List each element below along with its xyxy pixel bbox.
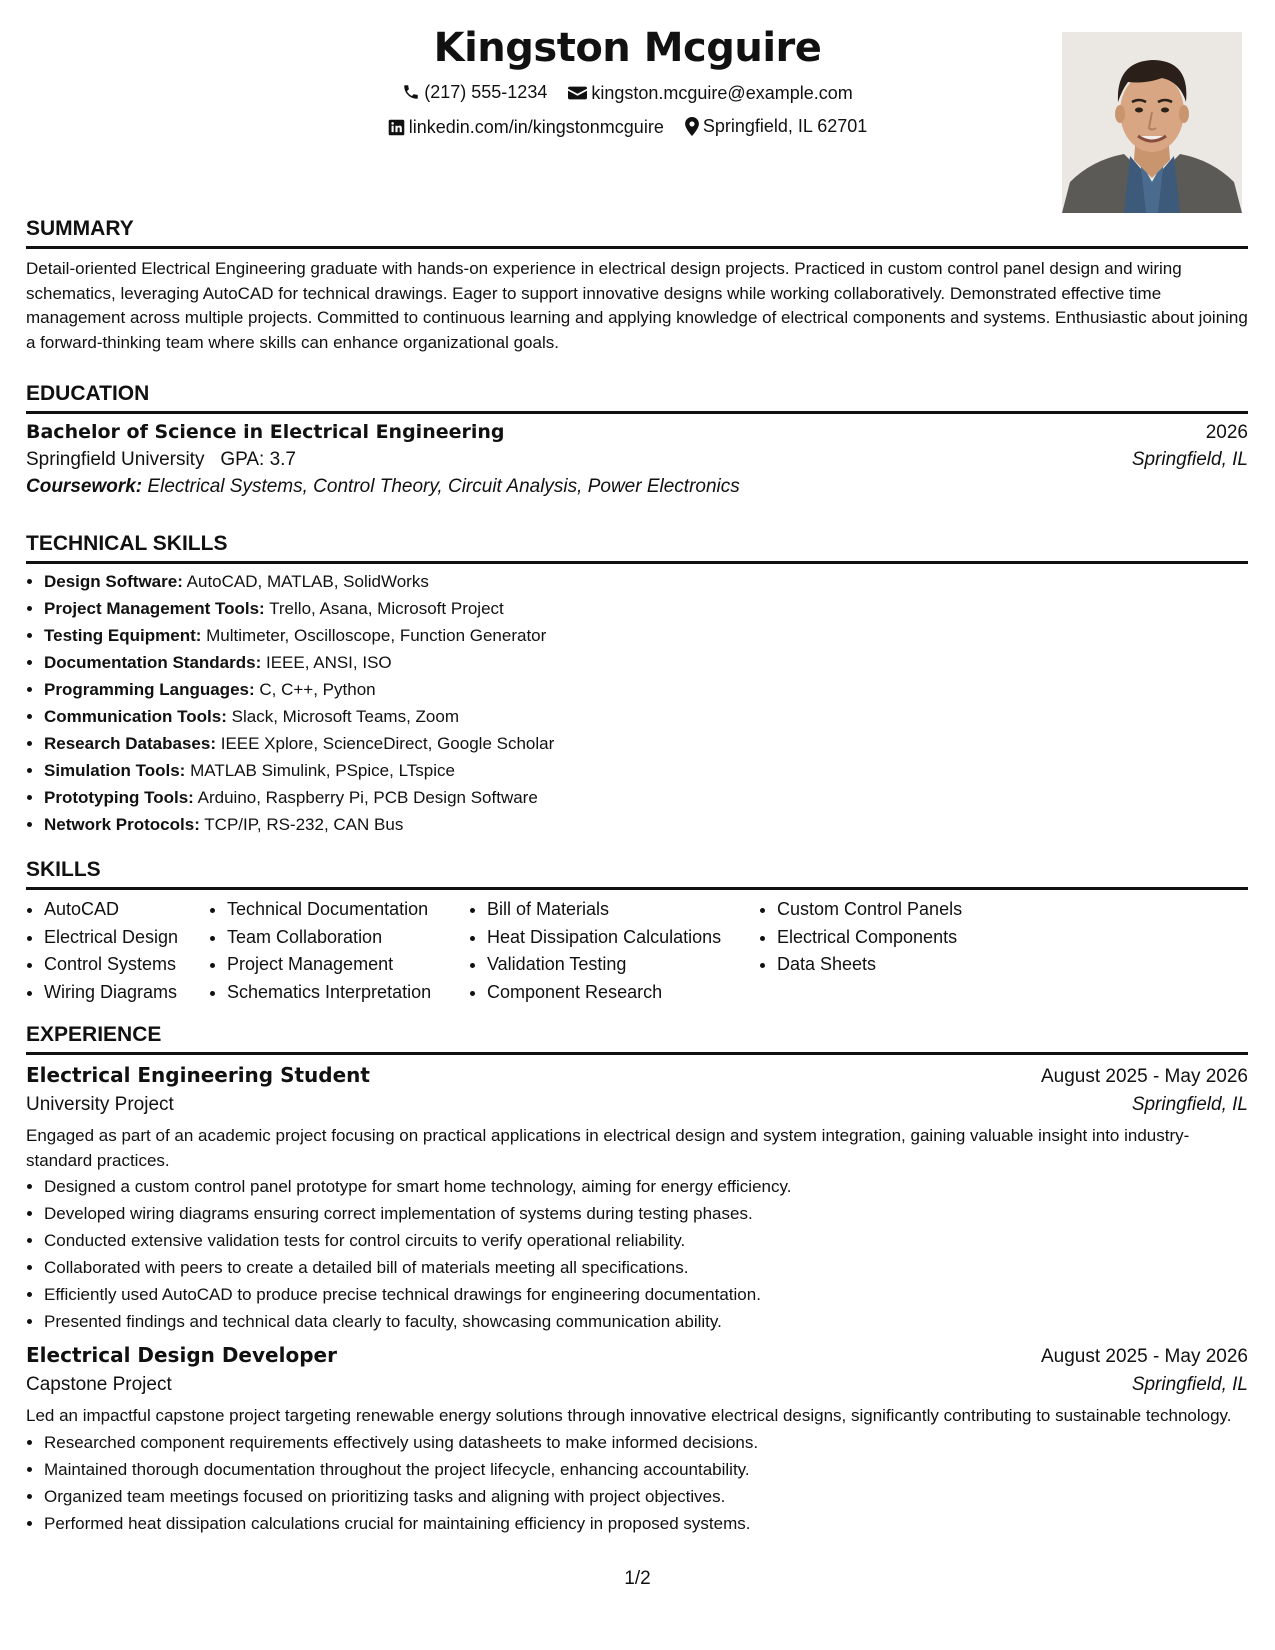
experience-entry-2 <box>26 1343 1248 1537</box>
technical-skills-section <box>26 531 1248 838</box>
summary-heading: SUMMARY <box>26 217 134 240</box>
list-item: • Performed heat dissipation calculations crucial for maintaining efficiency in proposed systems. <box>44 1510 1248 1537</box>
skills-column-2 <box>209 896 469 1006</box>
phone-icon <box>402 83 420 101</box>
job-subheader <box>26 1374 1248 1396</box>
education-heading: EDUCATION <box>26 382 150 405</box>
list-item: • Collaborated with peers to create a detailed bill of materials meeting all specifications. <box>44 1254 1248 1281</box>
education-row-1 <box>26 421 1248 444</box>
skills-section <box>26 857 1248 1006</box>
job-org: University Project <box>26 1094 174 1115</box>
section-divider <box>26 1052 1248 1055</box>
list-item: • Control Systems <box>44 951 209 979</box>
list-item: • Testing Equipment: Multimeter, Oscilloscope, Function Generator <box>44 622 1248 649</box>
job-location: Springfield, IL <box>1131 1374 1248 1395</box>
list-item: • Heat Dissipation Calculations <box>487 924 759 952</box>
phone-text: (217) 555-1234 <box>424 82 548 102</box>
technical-skills-heading: TECHNICAL SKILLS <box>26 532 228 555</box>
email-text[interactable]: kingston.mcguire@example.com <box>591 83 853 103</box>
technical-skills-list <box>26 568 1248 838</box>
list-item: • Organized team meetings focused on prioritizing tasks and aligning with project objectives. <box>44 1483 1248 1510</box>
list-item: • Bill of Materials <box>487 896 759 924</box>
job-description: Engaged as part of an academic project focusing on practical applications in electrical design and system integration, gaining valuable insight into industry-standard practices. <box>26 1126 1190 1170</box>
job-org: Capstone Project <box>26 1374 172 1395</box>
school-location: Springfield, IL <box>1131 449 1248 470</box>
phone-contact <box>402 80 547 104</box>
skills-heading: SKILLS <box>26 858 101 881</box>
list-item: • Documentation Standards: IEEE, ANSI, ISO <box>44 649 1248 676</box>
list-item: • Design Software: AutoCAD, MATLAB, SolidWorks <box>44 568 1248 595</box>
graduation-year: 2026 <box>1205 422 1248 443</box>
list-item: • Validation Testing <box>487 951 759 979</box>
job-description: Led an impactful capstone project targeting renewable energy solutions through innovative electrical designs, significantly contributing to sustainable technology. <box>26 1406 1232 1425</box>
job-header <box>26 1063 1248 1088</box>
map-pin-icon <box>685 117 699 136</box>
school-name: Springfield University <box>26 449 205 470</box>
skills-column-3 <box>469 896 759 1006</box>
list-item: • Maintained thorough documentation throughout the project lifecycle, enhancing accountability. <box>44 1456 1248 1483</box>
coursework-line <box>26 476 1248 498</box>
job-subheader <box>26 1094 1248 1116</box>
avatar <box>1062 32 1242 213</box>
list-item: • Technical Documentation <box>227 896 469 924</box>
school-line <box>26 449 296 471</box>
education-row-2 <box>26 449 1248 471</box>
coursework-label: Coursework: <box>26 476 143 497</box>
linkedin-icon <box>388 119 405 136</box>
job-bullets <box>26 1173 1248 1335</box>
location-contact <box>685 114 867 138</box>
coursework-list: Electrical Systems, Control Theory, Circuit Analysis, Power Electronics <box>147 476 740 497</box>
candidate-name: Kingston Mcguire <box>433 25 822 71</box>
list-item: • Data Sheets <box>777 951 1019 979</box>
list-item: • Researched component requirements effectively using datasheets to make informed decisions. <box>44 1429 1248 1456</box>
skills-grid <box>26 896 1248 1006</box>
list-item: • Project Management <box>227 951 469 979</box>
job-header <box>26 1343 1248 1368</box>
list-item: • AutoCAD <box>44 896 209 924</box>
education-section <box>26 381 1248 498</box>
list-item: • Communication Tools: Slack, Microsoft Teams, Zoom <box>44 703 1248 730</box>
experience-heading: EXPERIENCE <box>26 1023 162 1046</box>
list-item: • Simulation Tools: MATLAB Simulink, PSpice, LTspice <box>44 757 1248 784</box>
job-dates: August 2025 - May 2026 <box>1040 1346 1248 1367</box>
gpa: GPA: 3.7 <box>220 449 296 470</box>
profile-photo <box>1062 32 1242 213</box>
envelope-icon <box>568 85 587 101</box>
section-divider <box>26 246 1248 249</box>
list-item: • Network Protocols: TCP/IP, RS-232, CAN Bus <box>44 811 1248 838</box>
job-bullets <box>26 1429 1248 1537</box>
page-number: 1/2 <box>624 1568 651 1589</box>
skills-column-4 <box>759 896 1019 1006</box>
list-item: • Electrical Components <box>777 924 1019 952</box>
location-text: Springfield, IL 62701 <box>702 116 868 136</box>
job-location: Springfield, IL <box>1131 1094 1248 1115</box>
section-divider <box>26 411 1248 414</box>
list-item: • Electrical Design <box>44 924 209 952</box>
experience-entry-1 <box>26 1063 1248 1335</box>
summary-section <box>26 216 1248 355</box>
job-role: Electrical Engineering Student <box>26 1063 370 1087</box>
list-item: • Conducted extensive validation tests for control circuits to verify operational reliability. <box>44 1227 1248 1254</box>
section-divider <box>26 561 1248 564</box>
list-item: • Team Collaboration <box>227 924 469 952</box>
experience-section <box>26 1022 1248 1537</box>
section-divider <box>26 887 1248 890</box>
list-item: • Efficiently used AutoCAD to produce precise technical drawings for engineering documentation. <box>44 1281 1248 1308</box>
list-item: • Developed wiring diagrams ensuring correct implementation of systems during testing phases. <box>44 1200 1248 1227</box>
list-item: • Programming Languages: C, C++, Python <box>44 676 1248 703</box>
list-item: • Custom Control Panels <box>777 896 1019 924</box>
linkedin-contact[interactable] <box>388 115 664 139</box>
email-contact[interactable] <box>568 81 852 105</box>
list-item: • Schematics Interpretation <box>227 979 469 1007</box>
degree: Bachelor of Science in Electrical Engineering <box>26 421 505 443</box>
list-item: • Presented findings and technical data clearly to faculty, showcasing communication ability. <box>44 1308 1248 1335</box>
summary-text: Detail-oriented Electrical Engineering graduate with hands-on experience in electrical design projects. Practiced in custom control panel design and wiring schematics, leveraging AutoCAD for technical drawings. Eager to support innovative designs while working collaboratively. Demonstrated effective time management across multiple projects. Committed to continuous learning and applying knowledge of electrical components and systems. Enthusiastic about joining a forward-thinking team where skills can enhance organizational goals. <box>26 259 1248 352</box>
list-item: • Component Research <box>487 979 759 1007</box>
skills-column-1 <box>26 896 209 1006</box>
job-role: Electrical Design Developer <box>26 1343 337 1367</box>
list-item: • Research Databases: IEEE Xplore, ScienceDirect, Google Scholar <box>44 730 1248 757</box>
job-dates: August 2025 - May 2026 <box>1040 1066 1248 1087</box>
list-item: • Wiring Diagrams <box>44 979 209 1007</box>
linkedin-text[interactable]: linkedin.com/in/kingstonmcguire <box>408 117 664 137</box>
list-item: • Prototyping Tools: Arduino, Raspberry Pi, PCB Design Software <box>44 784 1248 811</box>
list-item: • Designed a custom control panel prototype for smart home technology, aiming for energy efficiency. <box>44 1173 1248 1200</box>
list-item: • Project Management Tools: Trello, Asana, Microsoft Project <box>44 595 1248 622</box>
